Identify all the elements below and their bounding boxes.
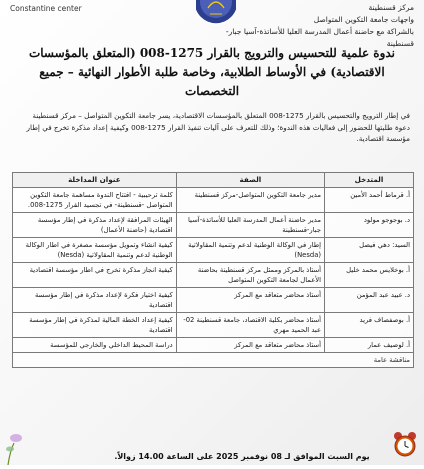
table-row [13, 213, 414, 238]
table-row [13, 188, 414, 213]
program-table [12, 172, 414, 368]
topic-cell: كيفية اختيار فكرة لإعداد مذكرة في إطار مؤسسة اقتصادية [13, 288, 177, 313]
topic-cell: كيفية إعداد الخطة المالية لمذكرة في إطار مؤسسة اقتصادية [13, 313, 177, 338]
intro-paragraph: في إطار الترويج والتحسيس بالقرار 1275-008 المتعلق بالمؤسسات الاقتصادية، يسر جامعة التكوين المتواصل – مركز قسنطينة دعوة طلبتها للحضور إلى فعاليات هذه الندوة؛ وذلك للتعرف على آليات تنفيذ القرار 1275-008 وكيفية إعداد مذكرة تخرج في إطار مؤسسة اقتصادية. [26, 111, 410, 143]
speaker-cell: أ. بوصفصاف فريد [325, 313, 414, 338]
role-cell: أستاذ محاضر متعاقد مع المركز [176, 338, 324, 353]
header-role: الصفة [176, 173, 324, 188]
role-cell: أستاذ محاضر بكلية الاقتصاد، جامعة قسنطينة 02-عبد الحميد مهري [176, 313, 324, 338]
event-date: يوم السبت الموافق لـ 08 نوفمبر 2025 على الساعة 14.00 زوالاً. [114, 452, 370, 461]
alarm-clock-icon [392, 431, 418, 457]
speaker-cell: أ. لوصيف عمار [325, 338, 414, 353]
topic-cell: كيفية انشاء وتمويل مؤسسة مصغرة في اطار الوكالة الوطنية لدعم وتنمية المقاولاتية (Nesda) [13, 238, 177, 263]
topic-cell: كيفية انجاز مذكرة تخرج في اطار مؤسسة اقتصادية [13, 263, 177, 288]
table-row [13, 288, 414, 313]
title-line-2: الاقتصادية) في الأوساط الطلابية، وخاصة طلبة الأطوار النهائية – جميع التخصصات [39, 65, 385, 98]
table-row [13, 263, 414, 288]
speaker-cell: أ. قرماط أحمد الأمين [325, 188, 414, 213]
closing-row [13, 353, 414, 368]
role-cell: أستاذ محاضر متعاقد مع المركز [176, 288, 324, 313]
topic-cell: كلمة ترحيبية - افتتاح الندوة مساهمة جامعة التكوين المتواصل -قسنطينة- في تجسيد القرار 1275-008. [13, 188, 177, 213]
center-name-latin: Constantine center [10, 4, 82, 13]
table-row [13, 313, 414, 338]
role-cell: مدير جامعة التكوين المتواصل-مركز قسنطينة [176, 188, 324, 213]
speaker-cell: السيد: دهي فيصل [325, 238, 414, 263]
table-row [13, 338, 414, 353]
table-header-row [13, 173, 414, 188]
role-cell: إطار في الوكالة الوطنية لدعم وتنمية المقاولاتية (Nesda) [176, 238, 324, 263]
role-cell: مدير حاضنة أعمال المدرسة العليا للأساتذة-آسيا جبار-قسنطينة [176, 213, 324, 238]
speaker-cell: د. بوجوجو مولود [325, 213, 414, 238]
topic-cell: الهيئات المرافقة لإعداد مذكرة في إطار مؤسسة اقتصادية (حاضنة الأعمال) [13, 213, 177, 238]
table-row [13, 238, 414, 263]
role-cell: أستاذ بالمركز وممثل مركز قسنطينة بحاضنة الأعمال لجامعة التكوين المتواصل [176, 263, 324, 288]
institution-line: مركز قسنطينة [368, 3, 414, 12]
speaker-cell: د. عبيد عبد المؤمن [325, 288, 414, 313]
topic-cell: دراسة المحيط الداخلي والخارجي للمؤسسة [13, 338, 177, 353]
flower-decoration-icon [0, 425, 26, 465]
institution-line: واجهات جامعة التكوين المتواصل [313, 15, 414, 24]
title-line-1: ندوة علمية للتحسيس والترويج بالقرار 1275-008 (المتعلق بالمؤسسات [28, 46, 396, 60]
event-title [14, 44, 410, 101]
institution-line: بالشراكة مع حاضنة أعمال المدرسة العليا للأساتذة-آسيا جبار-قسنطينة [225, 27, 414, 48]
header-speaker: المتدخل [325, 173, 414, 188]
closing-cell: مناقشة عامة [13, 353, 414, 368]
speaker-cell: أ. بوخلايس محمد خليل [325, 263, 414, 288]
header-topic: عنوان المداخلة [13, 173, 177, 188]
institution-header [204, 2, 414, 50]
